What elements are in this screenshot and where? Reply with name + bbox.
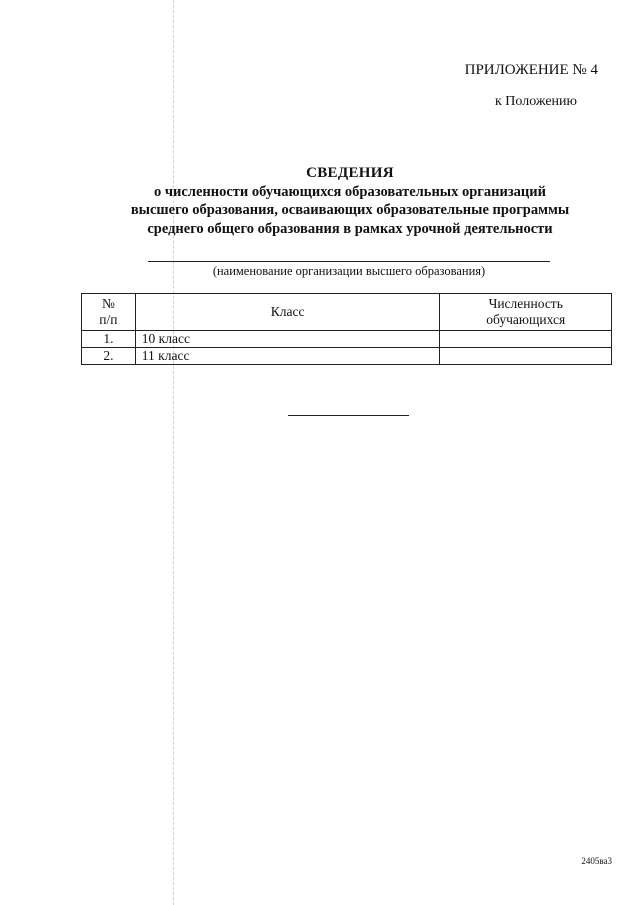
organization-caption: (наименование организации высшего образования) <box>212 264 486 278</box>
scan-artifact-line <box>173 0 174 905</box>
title-line-1: о численности обучающихся образовательных организаций <box>153 183 546 200</box>
header-class: Класс <box>135 294 440 331</box>
header-count-line-1: Численность <box>488 296 563 311</box>
row-count[interactable] <box>440 348 612 365</box>
student-count-table <box>81 293 612 365</box>
header-number <box>82 294 136 331</box>
organization-name-line <box>148 261 550 262</box>
header-count-line-2: обучающихся <box>486 312 566 327</box>
appendix-label: ПРИЛОЖЕНИЕ № 4 <box>464 62 598 78</box>
row-count[interactable] <box>440 331 612 348</box>
title-line-3: среднего общего образования в рамках урочной деятельности <box>147 220 553 237</box>
table-row <box>82 331 612 348</box>
table-header-row <box>82 294 612 331</box>
title-line-2: высшего образования, осваивающих образовательные программы <box>130 202 570 218</box>
document-code: 2405ва3 <box>581 856 612 866</box>
document-title-block <box>80 164 620 238</box>
row-class: 10 класс <box>135 331 440 348</box>
document-title: СВЕДЕНИЯ <box>306 165 394 181</box>
closing-separator-line <box>288 415 409 416</box>
header-number-line-2: п/п <box>99 312 118 327</box>
row-class: 11 класс <box>135 348 440 365</box>
header-number-line-1: № <box>101 296 115 311</box>
table-row <box>82 348 612 365</box>
row-number: 1. <box>82 331 136 348</box>
header-count <box>440 294 612 331</box>
row-number: 2. <box>82 348 136 365</box>
regulation-reference: к Положению <box>494 94 577 109</box>
